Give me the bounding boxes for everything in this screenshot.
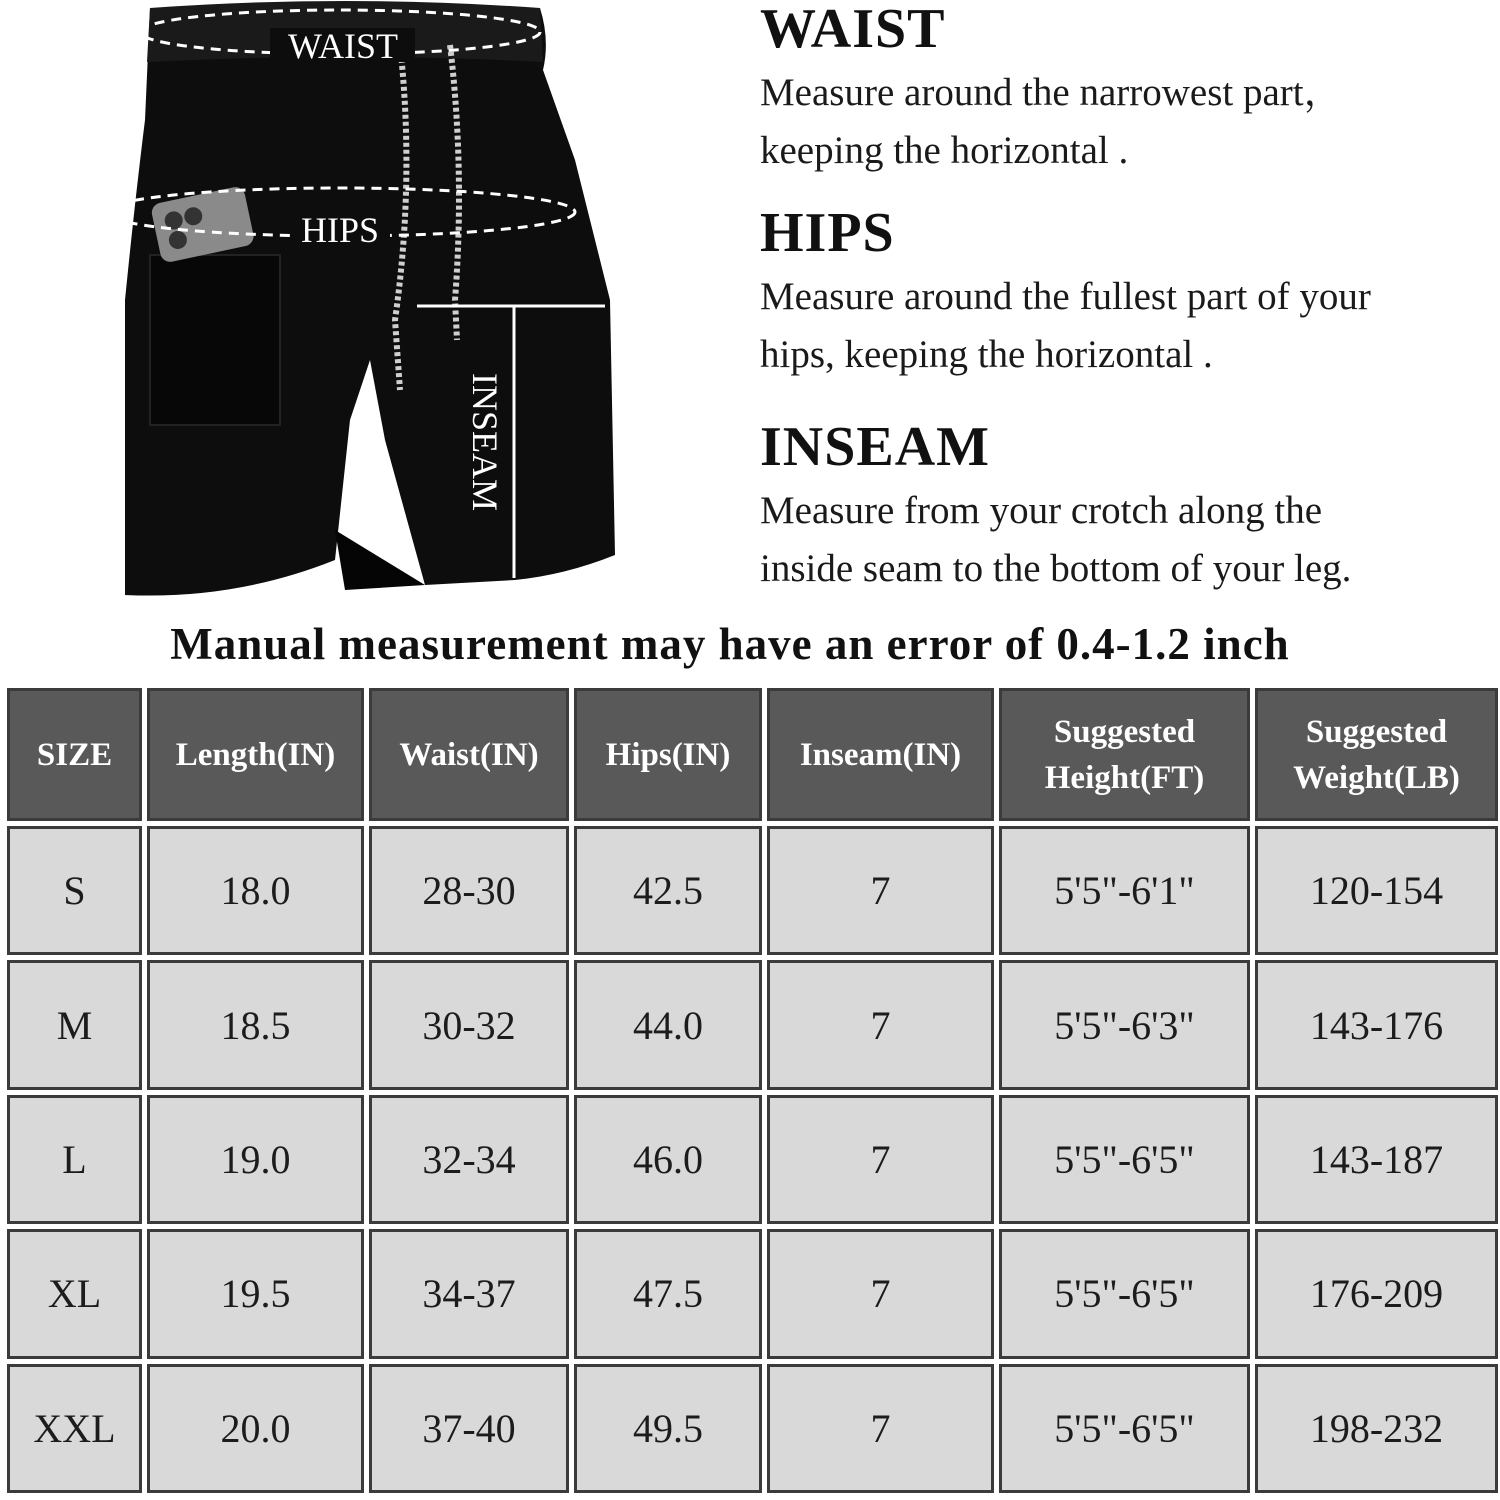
cell-weight: 120-154 [1253, 824, 1500, 958]
cell-length: 19.0 [145, 1092, 367, 1226]
cell-weight: 198-232 [1253, 1361, 1500, 1495]
guide-title: INSEAM [760, 416, 991, 478]
header-length: Length(IN) [145, 686, 367, 824]
table-row [5, 1092, 1500, 1226]
waist-label: WAIST [288, 26, 398, 66]
guide-waist [760, 0, 1480, 180]
guide-description: Measure around the narrowest part， keeping the horizontal . [760, 71, 1343, 172]
shorts-diagram [95, 0, 655, 605]
cell-waist: 32-34 [367, 1092, 572, 1226]
cell-size: S [5, 824, 145, 958]
cell-length: 18.0 [145, 824, 367, 958]
header-waist: Waist(IN) [367, 686, 572, 824]
header-size: SIZE [5, 686, 145, 824]
cell-weight: 143-176 [1253, 958, 1500, 1092]
guide-hips [760, 204, 1480, 384]
guide-title: WAIST [760, 0, 946, 60]
cell-hips: 49.5 [572, 1361, 765, 1495]
table-header-row [5, 686, 1500, 824]
shorts-illustration [95, 0, 655, 605]
guide-title: HIPS [760, 202, 895, 264]
cell-weight: 176-209 [1253, 1227, 1500, 1361]
header-inseam: Inseam(IN) [765, 686, 997, 824]
cell-size: L [5, 1092, 145, 1226]
guide-description: Measure from your crotch along the inside seam to the bottom of your leg. [760, 489, 1352, 590]
inseam-label: INSEAM [465, 372, 505, 512]
cell-size: XXL [5, 1361, 145, 1495]
size-chart-table [2, 683, 1500, 1498]
guide-inseam [760, 418, 1480, 598]
table-row [5, 824, 1500, 958]
table-row [5, 1361, 1500, 1495]
cell-waist: 37-40 [367, 1361, 572, 1495]
cell-inseam: 7 [765, 1361, 997, 1495]
liner-hem [335, 530, 425, 590]
cell-length: 20.0 [145, 1361, 367, 1495]
cell-height: 5'5"-6'5" [997, 1227, 1253, 1361]
cell-waist: 30-32 [367, 958, 572, 1092]
cell-height: 5'5"-6'5" [997, 1092, 1253, 1226]
hips-label: HIPS [300, 210, 380, 250]
cell-size: XL [5, 1227, 145, 1361]
header-weight: Suggested Weight(LB) [1253, 686, 1500, 824]
cell-hips: 44.0 [572, 958, 765, 1092]
cell-inseam: 7 [765, 824, 997, 958]
cell-inseam: 7 [765, 958, 997, 1092]
cell-hips: 47.5 [572, 1227, 765, 1361]
guide-description: Measure around the fullest part of your hips, keeping the horizontal . [760, 275, 1371, 376]
cell-waist: 34-37 [367, 1227, 572, 1361]
cell-height: 5'5"-6'3" [997, 958, 1253, 1092]
phone-pocket [150, 255, 280, 425]
cell-length: 18.5 [145, 958, 367, 1092]
table-row [5, 958, 1500, 1092]
cell-height: 5'5"-6'1" [997, 824, 1253, 958]
cell-length: 19.5 [145, 1227, 367, 1361]
measurement-note: Manual measurement may have an error of 0.4-1.2 inch [170, 619, 1290, 669]
cell-height: 5'5"-6'5" [997, 1361, 1253, 1495]
cell-hips: 42.5 [572, 824, 765, 958]
cell-waist: 28-30 [367, 824, 572, 958]
cell-hips: 46.0 [572, 1092, 765, 1226]
table-row [5, 1227, 1500, 1361]
cell-inseam: 7 [765, 1092, 997, 1226]
cell-size: M [5, 958, 145, 1092]
header-hips: Hips(IN) [572, 686, 765, 824]
cell-inseam: 7 [765, 1227, 997, 1361]
header-height: Suggested Height(FT) [997, 686, 1253, 824]
cell-weight: 143-187 [1253, 1092, 1500, 1226]
